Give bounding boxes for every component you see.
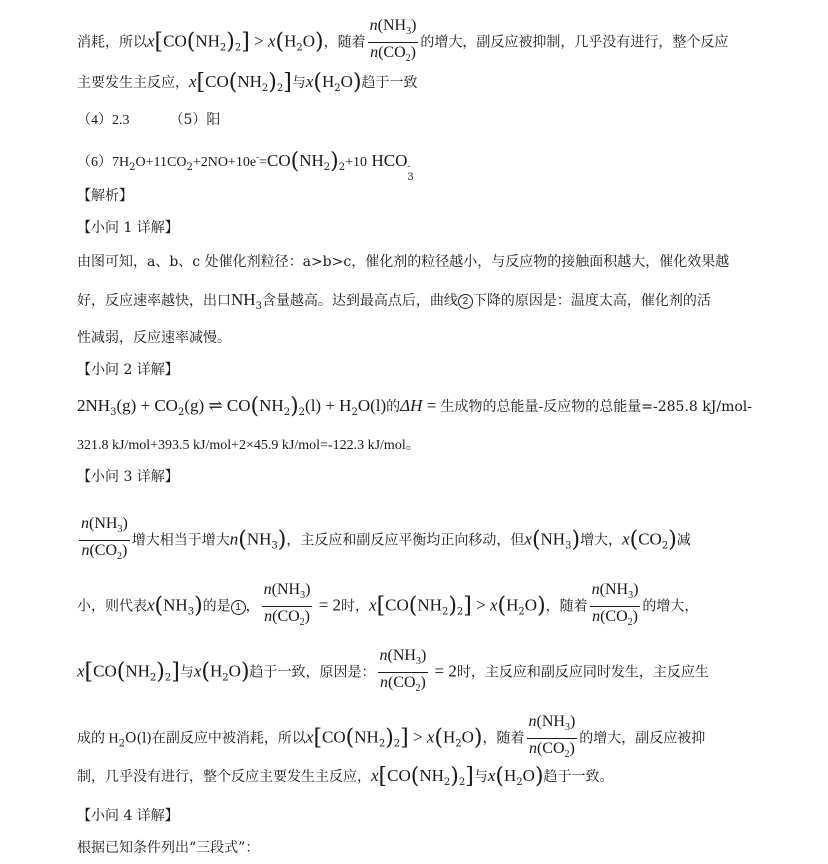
math-var: x bbox=[487, 766, 496, 785]
math-var: x bbox=[193, 661, 202, 681]
text: +10 bbox=[345, 155, 368, 170]
paren: ) bbox=[571, 527, 581, 553]
math: CO bbox=[267, 151, 291, 170]
math: NH bbox=[259, 396, 284, 415]
section-heading-q3: 【小问 3 详解】 bbox=[77, 469, 179, 485]
bracket: ] bbox=[465, 764, 474, 789]
math-var: x bbox=[147, 595, 155, 615]
text-line bbox=[77, 712, 705, 765]
text: O(l)在副反应中被消耗，所以 bbox=[125, 730, 306, 747]
section-heading-q1: 【小问 1 详解】 bbox=[77, 220, 179, 236]
text: 下降的原因是：温度太高，催化剂的活 bbox=[472, 293, 711, 309]
paren: ) bbox=[537, 593, 546, 619]
fraction: $\frac{n(NH_3)}{n(CO_2)}$ bbox=[369, 17, 417, 64]
paren: ( bbox=[154, 593, 164, 619]
subscript: 2 bbox=[351, 407, 358, 418]
text: ，随着 bbox=[323, 34, 366, 51]
text-line bbox=[77, 580, 698, 633]
bracket: ] bbox=[241, 29, 250, 55]
subscript: 2 bbox=[441, 606, 449, 618]
paren: ) bbox=[385, 725, 394, 751]
subscript: 2 bbox=[234, 42, 242, 54]
bracket: ] bbox=[463, 593, 472, 619]
text-line bbox=[77, 16, 728, 69]
paren: ) bbox=[315, 29, 324, 55]
math: CO bbox=[226, 396, 251, 415]
answer-6-line: $(6)7H_2O+11CO_2+2NO+10e^-=CO(NH_2)_2+10$ HCO - 3 bbox=[77, 149, 414, 183]
math: O bbox=[302, 31, 316, 51]
math-var: x bbox=[305, 72, 314, 91]
paren: ( bbox=[408, 593, 418, 619]
text: 制，几乎没有进行，整个反应主要发生主反应， bbox=[77, 769, 371, 785]
text-line bbox=[77, 290, 711, 317]
text: ，主反应和副反应平衡均正向移动，但 bbox=[286, 532, 525, 549]
fraction: $\frac{n(NH_3)}{n(CO_2)}$ bbox=[81, 515, 128, 562]
subscript: 2 bbox=[149, 672, 157, 684]
paren: ( bbox=[497, 593, 507, 619]
math-var: x bbox=[147, 31, 155, 51]
text: 趋于一致 bbox=[361, 75, 418, 91]
math: NH bbox=[417, 595, 442, 615]
text: 增大， bbox=[580, 532, 623, 549]
text: ，随着 bbox=[545, 598, 588, 615]
text: 的增大，副反应被抑 bbox=[579, 730, 706, 747]
bracket: ] bbox=[400, 725, 409, 751]
superscript: - bbox=[256, 153, 260, 163]
math-var: x bbox=[426, 727, 435, 747]
section-heading-q4: 【小问 4 详解】 bbox=[77, 808, 179, 824]
paren: ) bbox=[352, 70, 362, 95]
text: 时，主反应和副反应同时发生，主反应生 bbox=[456, 664, 709, 681]
bracket: ] bbox=[171, 659, 180, 685]
math: O bbox=[340, 72, 353, 91]
bracket: ] bbox=[283, 70, 292, 95]
subscript: 2 bbox=[443, 777, 451, 788]
math: H bbox=[506, 595, 519, 615]
text: 好，反应速率越快，出口 bbox=[77, 293, 231, 309]
paren: ) bbox=[268, 70, 277, 95]
paren: ( bbox=[228, 70, 238, 95]
subscript: 3 bbox=[565, 540, 572, 552]
math: CO bbox=[387, 766, 411, 785]
text: 与 bbox=[291, 75, 306, 91]
math: O bbox=[522, 766, 535, 785]
text: 的增大， bbox=[642, 598, 699, 615]
math: H bbox=[210, 661, 223, 681]
math-var: x bbox=[489, 595, 498, 615]
math: = 2 bbox=[430, 661, 457, 681]
text: 时， bbox=[341, 598, 370, 615]
subscript: 3 bbox=[255, 301, 262, 312]
math: > bbox=[471, 595, 490, 615]
math: CO bbox=[638, 529, 662, 549]
paren: ( bbox=[434, 725, 443, 751]
fraction: $\frac{n(NH_3)}{n(CO_2)}$ bbox=[379, 647, 427, 694]
subscript: 2 bbox=[186, 162, 193, 173]
text: 的 bbox=[386, 399, 401, 415]
text: 消耗，所以 bbox=[77, 34, 147, 51]
paren: ( bbox=[186, 29, 196, 55]
subscript: 2 bbox=[298, 407, 306, 418]
paren: ( bbox=[313, 70, 322, 95]
text: 的是 bbox=[202, 598, 231, 615]
math: NH bbox=[231, 290, 256, 309]
subscript: 2 bbox=[177, 407, 185, 418]
paren: ) bbox=[473, 725, 483, 751]
math-var: ΔH bbox=[400, 396, 423, 415]
text-line bbox=[77, 396, 752, 423]
text: 成的 H bbox=[77, 731, 119, 747]
paren: ) bbox=[240, 659, 250, 685]
math: NH bbox=[246, 529, 272, 549]
subscript: 2 bbox=[261, 83, 269, 94]
paren: ) bbox=[668, 527, 677, 553]
subscript: 2 bbox=[338, 162, 346, 173]
circled-number: 1 bbox=[231, 600, 246, 615]
text: = bbox=[259, 155, 267, 170]
paren: ( bbox=[345, 725, 355, 751]
math: HCO bbox=[371, 151, 408, 170]
text-line bbox=[77, 646, 709, 699]
paren: ) bbox=[534, 764, 544, 789]
math: NH bbox=[419, 766, 444, 785]
equilibrium-arrow: ⇌ bbox=[204, 396, 227, 415]
math: > bbox=[249, 31, 268, 51]
paren: ( bbox=[116, 659, 126, 685]
text: （6）7H bbox=[77, 155, 130, 170]
paren: ) bbox=[330, 149, 339, 174]
math: NH bbox=[237, 72, 262, 91]
answers-line bbox=[77, 110, 220, 131]
paren: ) bbox=[450, 764, 459, 789]
text: 与 bbox=[179, 664, 194, 681]
math: CO bbox=[163, 31, 187, 51]
text: ， bbox=[245, 598, 260, 615]
subscript: 2 bbox=[458, 777, 466, 788]
paren: ( bbox=[275, 29, 285, 55]
math-var: x bbox=[369, 595, 377, 615]
paren: ) bbox=[226, 29, 235, 55]
math-var: x bbox=[267, 31, 276, 51]
text: 与 bbox=[473, 769, 488, 785]
fraction: $\frac{n(NH_3)}{n(CO_2)}$ bbox=[528, 713, 576, 760]
paren: ) bbox=[194, 593, 203, 619]
math: = bbox=[422, 396, 441, 415]
answer-5: （5）阳 bbox=[169, 112, 221, 128]
subscript: 2 bbox=[164, 672, 172, 684]
subscript: 2 bbox=[276, 83, 284, 94]
text: O+11CO bbox=[135, 155, 187, 170]
subscript: 2 bbox=[283, 407, 291, 418]
paren: ( bbox=[531, 527, 541, 553]
math-var: n bbox=[229, 529, 239, 549]
subscript: 3 bbox=[187, 606, 195, 618]
math: CO bbox=[385, 595, 409, 615]
subscript: 2 bbox=[393, 738, 401, 750]
paren: ( bbox=[290, 149, 300, 174]
bracket: [ bbox=[196, 70, 206, 95]
text-line: 由图可知，a、b、c 处催化剂粒径：a>b>c，催化剂的粒径越小，与反应物的接触面积越大，催化效果越 bbox=[77, 254, 730, 270]
math-var: x bbox=[622, 529, 630, 549]
math: > bbox=[408, 727, 427, 747]
text-line bbox=[77, 514, 691, 567]
answer-4: （4）2.3 bbox=[77, 113, 130, 128]
math: NH bbox=[195, 31, 220, 51]
subscript: 3 bbox=[110, 407, 117, 418]
text-line bbox=[77, 72, 418, 99]
paren: ) bbox=[277, 527, 287, 553]
subscript: 2 bbox=[296, 42, 303, 54]
text-line bbox=[77, 766, 614, 793]
subscript: 2 bbox=[455, 738, 462, 750]
math: CO bbox=[205, 72, 229, 91]
subscript: 2 bbox=[222, 672, 229, 684]
math: O(l) bbox=[357, 396, 387, 415]
text: +2NO+10e bbox=[192, 155, 257, 170]
text: 含量越高。达到最高点后，曲线 bbox=[261, 293, 458, 309]
math: CO bbox=[322, 727, 346, 747]
paren: ( bbox=[495, 764, 504, 789]
paren: ) bbox=[156, 659, 165, 685]
math-var: x bbox=[305, 727, 314, 747]
section-heading-analysis: 【解析】 bbox=[77, 188, 133, 204]
fraction: $\frac{n(NH_3)}{n(CO_2)}$ bbox=[263, 581, 311, 628]
subscript: 2 bbox=[219, 42, 227, 54]
math: NH bbox=[125, 661, 150, 681]
subscript: 2 bbox=[334, 83, 341, 94]
bracket: [ bbox=[313, 725, 323, 751]
paren: ( bbox=[238, 527, 247, 553]
subscript: 2 bbox=[661, 540, 669, 552]
math: NH bbox=[163, 595, 188, 615]
math: NH bbox=[299, 151, 324, 170]
bracket: [ bbox=[154, 29, 164, 55]
paren: ) bbox=[290, 394, 299, 419]
subscript: 2 bbox=[518, 606, 525, 618]
text: 的增大，副反应被抑制，几乎没有进行，整个反应 bbox=[420, 34, 729, 51]
paren: ( bbox=[410, 764, 420, 789]
math: 2NH bbox=[77, 396, 111, 415]
text: 趋于一致。 bbox=[543, 769, 614, 785]
paren: ( bbox=[250, 394, 260, 419]
math-var: x bbox=[524, 529, 532, 549]
subscript: 2 bbox=[129, 162, 136, 173]
fraction: $\frac{n(NH_3)}{n(CO_2)}$ bbox=[591, 581, 639, 628]
paren: ) bbox=[448, 593, 457, 619]
text: 主要发生主反应， bbox=[77, 75, 189, 91]
math: O bbox=[461, 727, 474, 747]
math: O bbox=[228, 661, 241, 681]
subscript: 3 bbox=[271, 540, 278, 552]
math: (g) bbox=[184, 396, 205, 415]
paren: ( bbox=[201, 659, 210, 685]
bracket: [ bbox=[84, 659, 94, 685]
subscript: 2 bbox=[516, 777, 523, 788]
text-line: 性减弱，反应速率减慢。 bbox=[77, 330, 231, 346]
text: 小，则代表 bbox=[77, 598, 147, 615]
subscript: 2 bbox=[323, 162, 331, 173]
circled-number: 2 bbox=[458, 294, 473, 309]
math: NH bbox=[354, 727, 379, 747]
math: H bbox=[322, 72, 335, 91]
bracket: [ bbox=[378, 764, 388, 789]
math: O bbox=[524, 595, 538, 615]
math: CO bbox=[93, 661, 117, 681]
text: 生成物的总能量-反应物的总能量=-285.8 kJ/mol- bbox=[440, 399, 752, 415]
math: H bbox=[284, 31, 297, 51]
text-line: 321.8 kJ/mol+393.5 kJ/mol+2×45.9 kJ/mol=-122.3 kJ/mol。 bbox=[77, 438, 420, 453]
text: ，随着 bbox=[482, 730, 525, 747]
section-heading-q2: 【小问 2 详解】 bbox=[77, 362, 179, 378]
math-var: x bbox=[77, 661, 85, 681]
math: H bbox=[442, 727, 456, 747]
math: (g) + CO bbox=[116, 396, 178, 415]
math: NH bbox=[540, 529, 566, 549]
math-var: x bbox=[189, 72, 197, 91]
math: (l) + H bbox=[305, 396, 352, 415]
math: = 2 bbox=[314, 595, 342, 615]
text: 趋于一致，原因是： bbox=[249, 664, 376, 681]
subscript: 2 bbox=[456, 606, 464, 618]
paren: ( bbox=[629, 527, 639, 553]
math: H bbox=[504, 766, 517, 785]
bracket: [ bbox=[376, 593, 386, 619]
math-var: x bbox=[371, 766, 379, 785]
text-line: 根据已知条件列出“三段式”： bbox=[77, 840, 260, 856]
text: 增大相当于增大 bbox=[131, 532, 230, 549]
subscript: 2 bbox=[378, 738, 386, 750]
subscript: 2 bbox=[118, 738, 125, 750]
text: 减 bbox=[676, 532, 691, 549]
